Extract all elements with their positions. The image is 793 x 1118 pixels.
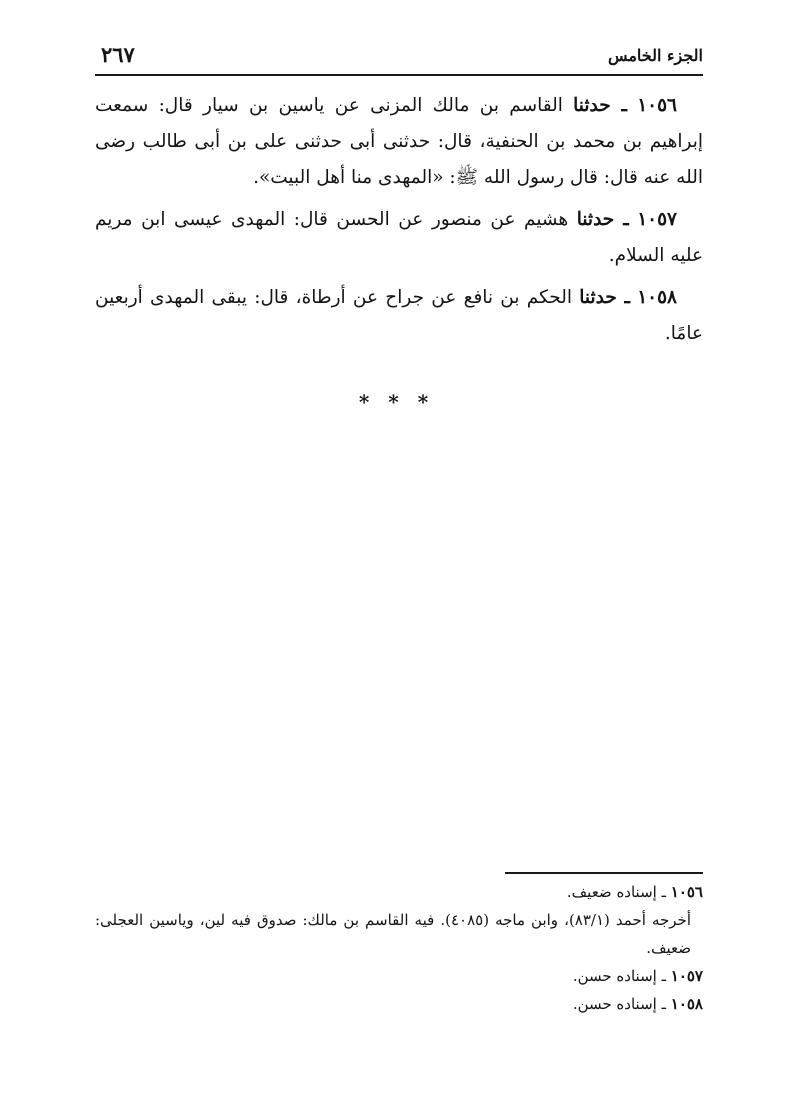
running-title: الجزء الخامس <box>607 46 703 65</box>
footnote-divider <box>505 872 703 874</box>
page-header <box>95 40 703 74</box>
hadith-number: ١٠٥٦ <box>637 95 677 116</box>
footnote-detail: أخرجه أحمد (٨٣/١)، وابن ماجه (٤٠٨٥). فيه القاسم بن مالك: صدوق فيه لين، وياسين العجلى: ضعيف. <box>95 911 691 957</box>
hadith-text: القاسم بن مالك المزنى عن ياسين بن سيار قال: سمعت إبراهيم بن محمد بن الحنفية، قال: حدثنى أبى حدثنى على بن أبى طالب رضى الله عنه قال: قال رسول الله ﷺ: «المهدى منا أهل البيت». <box>95 95 703 188</box>
page-number: ٢٦٧ <box>101 42 135 67</box>
hadith-narration-word: حدثنا <box>579 287 617 308</box>
footnote-number: ١٠٥٨ <box>670 995 703 1013</box>
footnote-1056: ١٠٥٦ ـ إسناده ضعيف. <box>566 883 703 901</box>
hadith-text: هشيم عن منصور عن الحسن قال: المهدى عيسى ابن مريم عليه السلام. <box>95 209 703 266</box>
footnote-1058: ١٠٥٨ ـ إسناده حسن. <box>572 995 703 1013</box>
hadith-1057: ١٠٥٧ ـ حدثنا هشيم عن منصور عن الحسن قال: المهدى عيسى ابن مريم عليه السلام. <box>95 209 703 266</box>
main-text <box>95 88 703 358</box>
footnote-number: ١٠٥٧ <box>670 967 703 985</box>
footnote-number: ١٠٥٦ <box>670 883 703 901</box>
hadith-text: الحكم بن نافع عن جراح عن أرطاة، قال: يبقى المهدى أربعين عامًا. <box>95 287 703 344</box>
footnote-1057: ١٠٥٧ ـ إسناده حسن. <box>572 967 703 985</box>
footnote-text: إسناده حسن. <box>572 995 657 1013</box>
hadith-number: ١٠٥٧ <box>637 209 677 230</box>
footnote-text: إسناده ضعيف. <box>566 883 657 901</box>
hadith-narration-word: حدثنا <box>573 95 611 116</box>
footnote-text: إسناده حسن. <box>572 967 657 985</box>
footnotes <box>95 878 703 1018</box>
hadith-1056: ١٠٥٦ ـ حدثنا القاسم بن مالك المزنى عن ياسين بن سيار قال: سمعت إبراهيم بن محمد بن الحنفية، قال: حدثنى أبى حدثنى على بن أبى طالب رضى الله عنه قال: قال رسول الله ﷺ: «المهدى منا أهل البيت». <box>95 95 703 188</box>
hadith-number: ١٠٥٨ <box>637 287 677 308</box>
header-divider <box>95 74 703 76</box>
hadith-narration-word: حدثنا <box>576 209 615 230</box>
section-separator: * * * <box>358 390 435 414</box>
hadith-1058: ١٠٥٨ ـ حدثنا الحكم بن نافع عن جراح عن أرطاة، قال: يبقى المهدى أربعين عامًا. <box>95 287 703 344</box>
